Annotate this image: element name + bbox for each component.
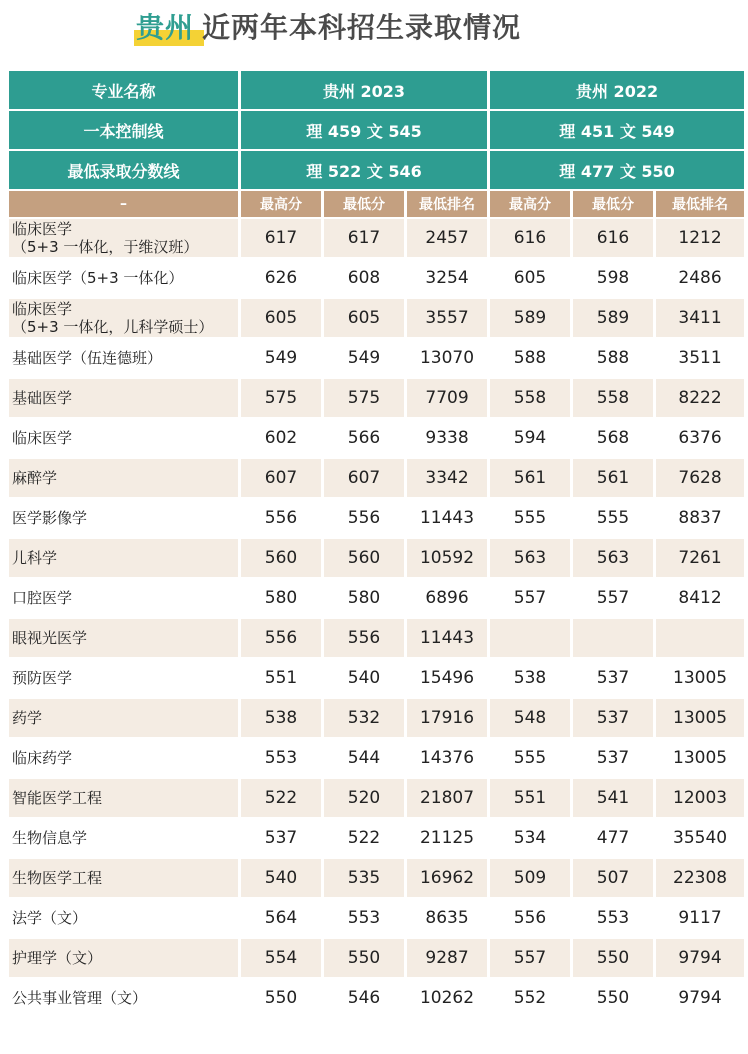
- score-high-2023: 556: [241, 619, 321, 657]
- score-low-2023: 556: [324, 619, 404, 657]
- rank-min-2022: 9117: [656, 899, 744, 937]
- score-high-2023: 556: [241, 499, 321, 537]
- score-low-2023: 575: [324, 379, 404, 417]
- major-name-cell: [9, 619, 238, 657]
- rank-min-2022: 12003: [656, 779, 744, 817]
- major-name-cell: [9, 699, 238, 737]
- rank-min-2022: 7628: [656, 459, 744, 497]
- score-low-2022: 563: [573, 539, 653, 577]
- table-row: [9, 939, 744, 977]
- score-high-2023: 553: [241, 739, 321, 777]
- score-high-2022: 555: [490, 739, 570, 777]
- rank-min-2023: 14376: [407, 739, 487, 777]
- score-high-2022: 589: [490, 299, 570, 337]
- score-low-2023: 520: [324, 779, 404, 817]
- score-high-2023: 626: [241, 259, 321, 297]
- major-name-cell: [9, 779, 238, 817]
- score-high-2023: 537: [241, 819, 321, 857]
- subheader-row: [9, 191, 744, 217]
- major-name-cell: [9, 419, 238, 457]
- major-name-cell: [9, 819, 238, 857]
- rank-min-2022: 8837: [656, 499, 744, 537]
- score-high-2022: 557: [490, 579, 570, 617]
- major-name-cell: [9, 459, 238, 497]
- score-low-2022: 537: [573, 699, 653, 737]
- score-high-2022: 605: [490, 259, 570, 297]
- score-high-2022: 561: [490, 459, 570, 497]
- major-name-line: 临床药学: [12, 749, 73, 767]
- score-low-2023: 553: [324, 899, 404, 937]
- score-low-2023: 522: [324, 819, 404, 857]
- title-location: 贵州: [136, 11, 195, 44]
- major-name-line: 眼视光医学: [12, 629, 88, 647]
- subheader-dash: –: [9, 191, 238, 217]
- rank-min-2022: 8412: [656, 579, 744, 617]
- major-name-line: 基础医学: [12, 389, 73, 407]
- table-row: [9, 699, 744, 737]
- table-row: [9, 379, 744, 417]
- major-name-cell: [9, 299, 238, 337]
- table-row: [9, 979, 744, 1017]
- major-name-header: 专业名称: [9, 71, 238, 109]
- major-name-line: 临床医学: [12, 300, 73, 318]
- table-row: [9, 539, 744, 577]
- rank-min-2022: 13005: [656, 659, 744, 697]
- score-low-2022: 616: [573, 219, 653, 257]
- score-low-2022: 550: [573, 939, 653, 977]
- rank-min-2023: 10262: [407, 979, 487, 1017]
- score-low-2022: 557: [573, 579, 653, 617]
- score-low-2023: 544: [324, 739, 404, 777]
- rank-min-2022: 7261: [656, 539, 744, 577]
- rank-min-2022: 1212: [656, 219, 744, 257]
- score-high-2022: 558: [490, 379, 570, 417]
- score-high-2022: 556: [490, 899, 570, 937]
- score-low-2022: 477: [573, 819, 653, 857]
- score-high-2023: 575: [241, 379, 321, 417]
- rank-min-2023: 15496: [407, 659, 487, 697]
- rank-min-2022: 22308: [656, 859, 744, 897]
- table-row: [9, 779, 744, 817]
- score-low-2022: [573, 619, 653, 657]
- subheader-low-2022: 最低分: [573, 191, 653, 217]
- score-low-2023: 605: [324, 299, 404, 337]
- subheader-low-2023: 最低分: [324, 191, 404, 217]
- score-high-2022: [490, 619, 570, 657]
- rank-min-2023: 8635: [407, 899, 487, 937]
- table-row: [9, 339, 744, 377]
- min-score-2023: 理 522 文 546: [241, 151, 487, 189]
- rank-min-2023: 3254: [407, 259, 487, 297]
- major-name-line: 法学（文）: [12, 909, 88, 927]
- score-low-2022: 568: [573, 419, 653, 457]
- score-high-2022: 548: [490, 699, 570, 737]
- title-main: 近两年本科招生录取情况: [202, 11, 522, 44]
- score-high-2023: 554: [241, 939, 321, 977]
- score-high-2022: 616: [490, 219, 570, 257]
- table-row: [9, 899, 744, 937]
- score-low-2023: 607: [324, 459, 404, 497]
- rank-min-2022: 9794: [656, 939, 744, 977]
- subheader-high-2022: 最高分: [490, 191, 570, 217]
- table-row: [9, 259, 744, 297]
- major-name-cell: [9, 219, 238, 257]
- score-high-2023: 538: [241, 699, 321, 737]
- score-high-2022: 563: [490, 539, 570, 577]
- major-name-line: 生物信息学: [12, 829, 88, 847]
- score-high-2023: 540: [241, 859, 321, 897]
- admission-table: [6, 69, 747, 1019]
- table-row: [9, 859, 744, 897]
- score-low-2022: 541: [573, 779, 653, 817]
- rank-min-2022: 2486: [656, 259, 744, 297]
- major-name-line: 生物医学工程: [12, 869, 103, 887]
- rank-min-2022: 13005: [656, 699, 744, 737]
- score-low-2022: 589: [573, 299, 653, 337]
- score-high-2023: 602: [241, 419, 321, 457]
- score-low-2023: 535: [324, 859, 404, 897]
- score-high-2022: 551: [490, 779, 570, 817]
- score-low-2022: 561: [573, 459, 653, 497]
- control-line-row: [9, 111, 744, 149]
- table-row: [9, 659, 744, 697]
- rank-min-2022: 3511: [656, 339, 744, 377]
- score-high-2023: 605: [241, 299, 321, 337]
- major-name-line: （5+3 一体化，儿科学硕士）: [12, 318, 214, 336]
- rank-min-2023: 3342: [407, 459, 487, 497]
- control-line-2022: 理 451 文 549: [490, 111, 744, 149]
- score-low-2022: 553: [573, 899, 653, 937]
- score-high-2023: 549: [241, 339, 321, 377]
- score-low-2023: 556: [324, 499, 404, 537]
- title-text: [136, 6, 521, 46]
- score-low-2022: 558: [573, 379, 653, 417]
- score-high-2023: 522: [241, 779, 321, 817]
- score-high-2022: 534: [490, 819, 570, 857]
- score-low-2022: 598: [573, 259, 653, 297]
- major-name-cell: [9, 739, 238, 777]
- year-2022-header: 贵州 2022: [490, 71, 744, 109]
- rank-min-2023: 21807: [407, 779, 487, 817]
- rank-min-2022: [656, 619, 744, 657]
- rank-min-2023: 16962: [407, 859, 487, 897]
- control-line-2023: 理 459 文 545: [241, 111, 487, 149]
- subheader-high-2023: 最高分: [241, 191, 321, 217]
- major-name-line: 临床医学（5+3 一体化）: [12, 269, 184, 287]
- table-row: [9, 459, 744, 497]
- min-score-row: [9, 151, 744, 189]
- score-low-2023: 580: [324, 579, 404, 617]
- score-high-2023: 551: [241, 659, 321, 697]
- major-name-line: 医学影像学: [12, 509, 88, 527]
- table-row: [9, 219, 744, 257]
- rank-min-2022: 13005: [656, 739, 744, 777]
- score-high-2023: 580: [241, 579, 321, 617]
- subheader-rank-2022: 最低排名: [656, 191, 744, 217]
- score-high-2022: 538: [490, 659, 570, 697]
- major-name-cell: [9, 339, 238, 377]
- table-row: [9, 739, 744, 777]
- score-high-2022: 509: [490, 859, 570, 897]
- score-low-2022: 550: [573, 979, 653, 1017]
- table-row: [9, 579, 744, 617]
- score-low-2023: 532: [324, 699, 404, 737]
- rank-min-2022: 8222: [656, 379, 744, 417]
- major-name-line: 智能医学工程: [12, 789, 103, 807]
- major-name-line: 麻醉学: [12, 469, 58, 487]
- rank-min-2022: 9794: [656, 979, 744, 1017]
- major-name-line: 儿科学: [12, 549, 58, 567]
- rank-min-2022: 6376: [656, 419, 744, 457]
- score-high-2022: 552: [490, 979, 570, 1017]
- rank-min-2023: 9338: [407, 419, 487, 457]
- major-name-cell: [9, 379, 238, 417]
- rank-min-2023: 3557: [407, 299, 487, 337]
- score-low-2022: 507: [573, 859, 653, 897]
- major-name-cell: [9, 859, 238, 897]
- score-low-2022: 537: [573, 659, 653, 697]
- major-name-line: 预防医学: [12, 669, 73, 687]
- year-2023-header: 贵州 2023: [241, 71, 487, 109]
- page-title: [0, 0, 748, 58]
- major-name-cell: [9, 979, 238, 1017]
- rank-min-2023: 7709: [407, 379, 487, 417]
- header-row: [9, 71, 744, 109]
- table-row: [9, 419, 744, 457]
- table-row: [9, 619, 744, 657]
- major-name-line: （5+3 一体化，于维汉班）: [12, 238, 199, 256]
- major-name-cell: [9, 659, 238, 697]
- score-high-2022: 588: [490, 339, 570, 377]
- score-high-2022: 555: [490, 499, 570, 537]
- min-score-2022: 理 477 文 550: [490, 151, 744, 189]
- score-low-2023: 549: [324, 339, 404, 377]
- score-high-2022: 594: [490, 419, 570, 457]
- score-low-2023: 540: [324, 659, 404, 697]
- score-low-2023: 546: [324, 979, 404, 1017]
- rank-min-2023: 11443: [407, 619, 487, 657]
- table-row: [9, 819, 744, 857]
- major-name-line: 临床医学: [12, 429, 73, 447]
- score-high-2023: 564: [241, 899, 321, 937]
- score-high-2022: 557: [490, 939, 570, 977]
- score-low-2023: 617: [324, 219, 404, 257]
- major-name-cell: [9, 259, 238, 297]
- subheader-rank-2023: 最低排名: [407, 191, 487, 217]
- major-name-cell: [9, 579, 238, 617]
- major-name-line: 药学: [12, 709, 43, 727]
- major-name-cell: [9, 499, 238, 537]
- score-low-2022: 588: [573, 339, 653, 377]
- major-name-cell: [9, 939, 238, 977]
- major-name-cell: [9, 899, 238, 937]
- score-high-2023: 607: [241, 459, 321, 497]
- rank-min-2023: 6896: [407, 579, 487, 617]
- table-row: [9, 299, 744, 337]
- score-low-2023: 608: [324, 259, 404, 297]
- score-low-2022: 537: [573, 739, 653, 777]
- major-name-line: 公共事业管理（文）: [12, 989, 148, 1007]
- rank-min-2023: 2457: [407, 219, 487, 257]
- score-high-2023: 560: [241, 539, 321, 577]
- rank-min-2023: 21125: [407, 819, 487, 857]
- major-name-line: 临床医学: [12, 220, 73, 238]
- min-score-label: 最低录取分数线: [9, 151, 238, 189]
- score-high-2023: 550: [241, 979, 321, 1017]
- score-low-2023: 550: [324, 939, 404, 977]
- rank-min-2023: 11443: [407, 499, 487, 537]
- score-low-2022: 555: [573, 499, 653, 537]
- rank-min-2022: 35540: [656, 819, 744, 857]
- table-row: [9, 499, 744, 537]
- rank-min-2023: 10592: [407, 539, 487, 577]
- control-line-label: 一本控制线: [9, 111, 238, 149]
- major-name-line: 护理学（文）: [12, 949, 103, 967]
- major-name-line: 基础医学（伍连德班）: [12, 349, 163, 367]
- score-high-2023: 617: [241, 219, 321, 257]
- rank-min-2023: 17916: [407, 699, 487, 737]
- rank-min-2023: 9287: [407, 939, 487, 977]
- score-low-2023: 566: [324, 419, 404, 457]
- rank-min-2023: 13070: [407, 339, 487, 377]
- major-name-line: 口腔医学: [12, 589, 73, 607]
- rank-min-2022: 3411: [656, 299, 744, 337]
- score-low-2023: 560: [324, 539, 404, 577]
- major-name-cell: [9, 539, 238, 577]
